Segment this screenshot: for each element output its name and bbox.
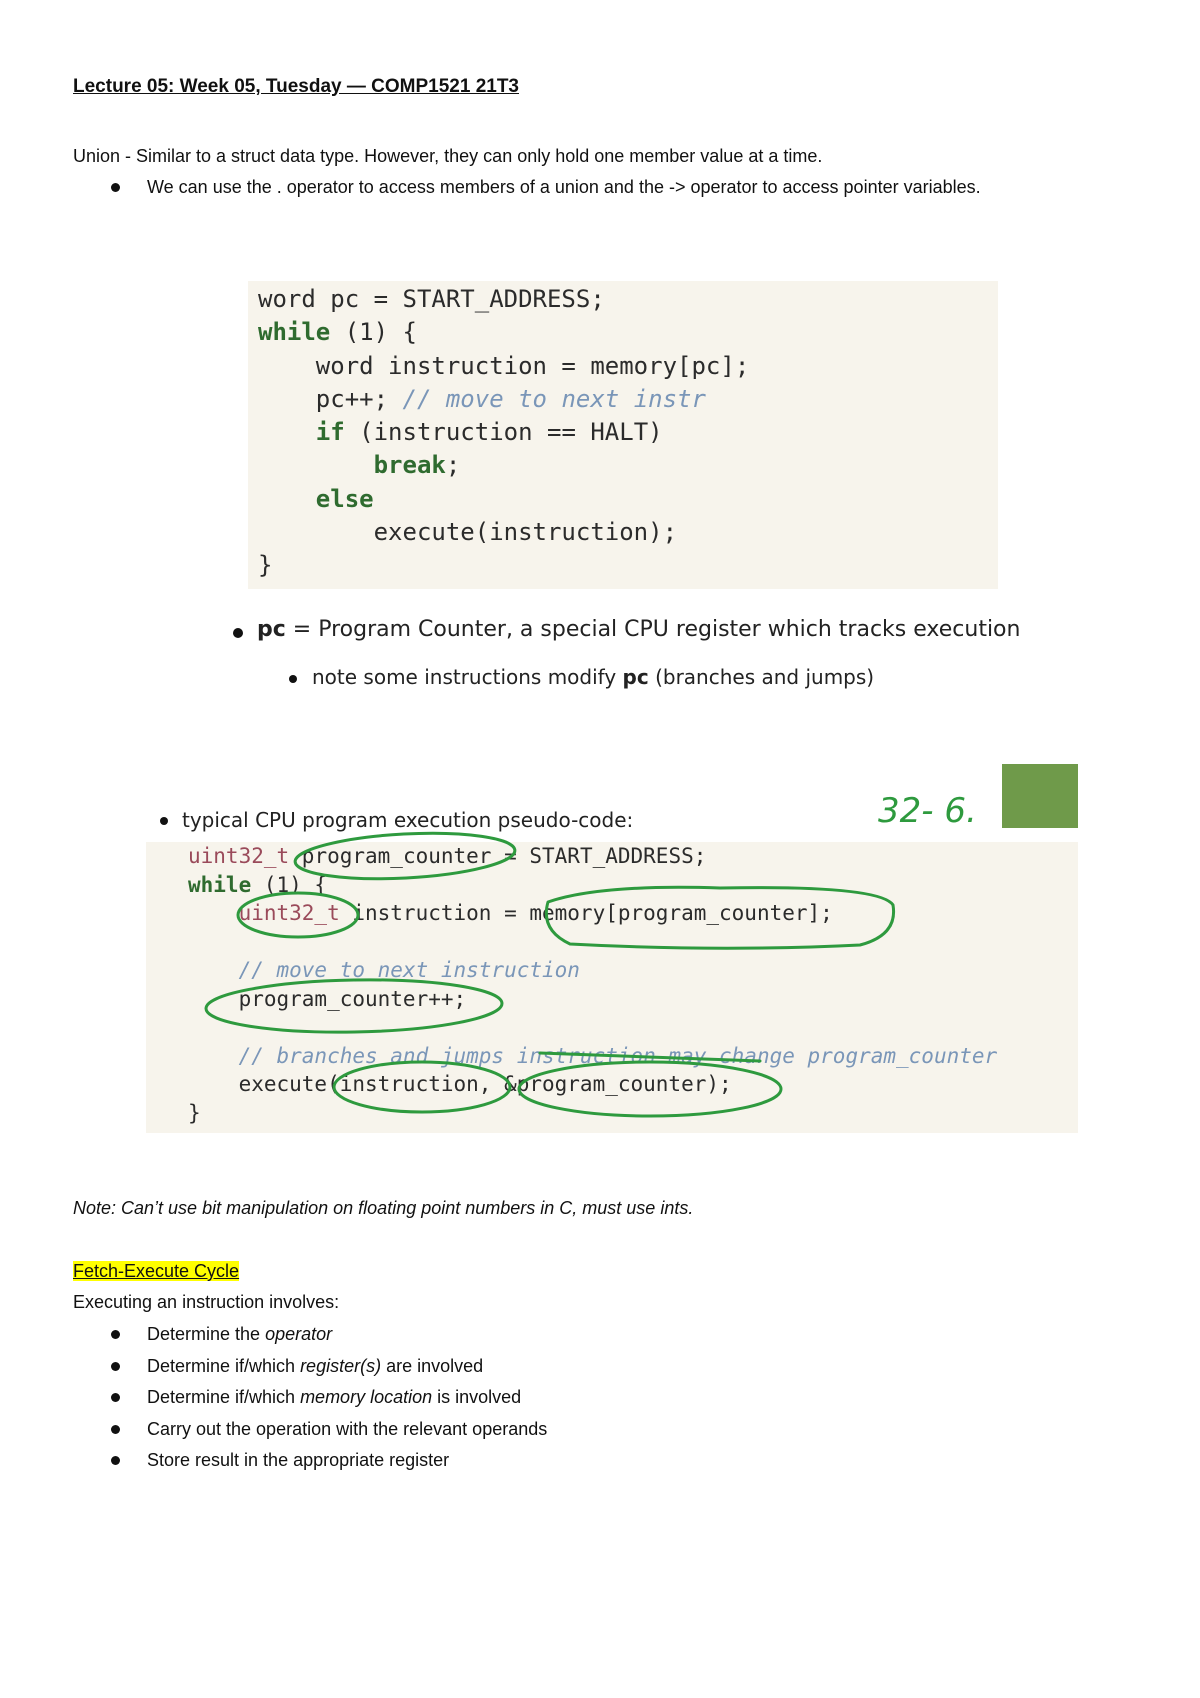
code-comment: // move to next instruction (188, 958, 580, 982)
fetch-item-text: Determine if/which (147, 1355, 301, 1376)
bullet-icon (111, 1456, 120, 1465)
bullet-icon (111, 183, 120, 192)
code-line: word instruction = memory[pc]; (258, 351, 750, 380)
fetch-item-text: Determine if/which (147, 1387, 301, 1407)
bullet-icon (233, 628, 243, 638)
fetch-item-emphasis: memory location (300, 1387, 433, 1407)
pseudo-heading: typical CPU program execution pseudo-code: (182, 808, 634, 832)
fetch-item-text: Determine the (147, 1324, 266, 1344)
fetch-item-text: Carry out the operation with the relevant operands (147, 1418, 548, 1439)
code-listing-1 (258, 283, 749, 583)
code-line: program_counter++; (188, 986, 467, 1011)
fetch-list-item (147, 1387, 521, 1408)
code-line: execute(instruction, &program_counter); (188, 1072, 732, 1096)
code-line: instruction = memory[program_counter]; (339, 901, 833, 925)
fetch-item-text: Store result in the appropriate register (147, 1450, 450, 1470)
code-keyword: break (258, 451, 446, 480)
code-line: word pc = START_ADDRESS; (258, 285, 605, 313)
code-line: } (258, 551, 273, 580)
bullet-icon (111, 1393, 120, 1402)
code-keyword: while (258, 318, 331, 347)
code-line: program_counter = START_ADDRESS; (289, 844, 707, 868)
fetch-heading (73, 1261, 239, 1282)
code-line: (1) { (251, 872, 328, 897)
code-comment: // branches and jumps instruction may change program_counter (188, 1043, 998, 1068)
bit-manipulation-note: Note: Can’t use bit manipulation on floating point numbers in C, must use ints. (73, 1198, 694, 1218)
union-bullet: We can use the . operator to access members of a union and the -> operator to access pointer variables. (147, 177, 981, 197)
fetch-item-text: are involved (381, 1355, 484, 1376)
bullet-icon (160, 817, 168, 825)
fetch-list-item (147, 1450, 449, 1471)
fetch-list-item (147, 1419, 547, 1440)
fetch-intro: Executing an instruction involves: (73, 1292, 340, 1312)
bullet-icon (289, 675, 297, 683)
fetch-heading-text: Fetch-Execute Cycle (73, 1261, 240, 1281)
fetch-list-item (147, 1356, 483, 1377)
code-line: ; (445, 451, 461, 480)
pc-subnote-prefix: note some instructions modify (312, 665, 623, 689)
code-keyword: else (258, 484, 374, 513)
pc-description: = Program Counter, a special CPU register which tracks execution (285, 617, 1021, 642)
pc-note (257, 617, 1020, 642)
fetch-item-emphasis: operator (265, 1324, 333, 1344)
pc-term: pc (257, 617, 286, 642)
handwritten-note: 32- 6. (878, 791, 977, 831)
code-line: (instruction == HALT) (344, 418, 663, 447)
code-line: execute(instruction); (258, 518, 678, 547)
code-listing-2 (188, 842, 997, 1127)
bullet-icon (111, 1425, 120, 1434)
pc-subnote (312, 665, 874, 689)
code-keyword: while (188, 872, 252, 897)
code-comment: // move to next instr (402, 384, 706, 413)
fetch-list-item (147, 1324, 332, 1345)
pc-subnote-suffix: (branches and jumps) (648, 665, 875, 689)
bullet-icon (111, 1362, 120, 1371)
pc-term: pc (622, 665, 649, 689)
fetch-item-emphasis: register(s) (300, 1355, 382, 1376)
bullet-icon (111, 1330, 120, 1339)
page-title: Lecture 05: Week 05, Tuesday — COMP1521 21T3 (73, 76, 519, 97)
code-keyword: if (258, 418, 345, 447)
code-type: uint32_t (188, 844, 290, 868)
code-line: (1) { (330, 318, 417, 347)
fetch-item-text: is involved (432, 1387, 522, 1407)
code-line: } (188, 1100, 201, 1125)
code-type: uint32_t (188, 901, 340, 925)
union-definition: Union - Similar to a struct data type. However, they can only hold one member value at a time. (73, 146, 823, 166)
code-line: pc++; (258, 384, 403, 413)
green-image-fragment (1002, 764, 1078, 828)
